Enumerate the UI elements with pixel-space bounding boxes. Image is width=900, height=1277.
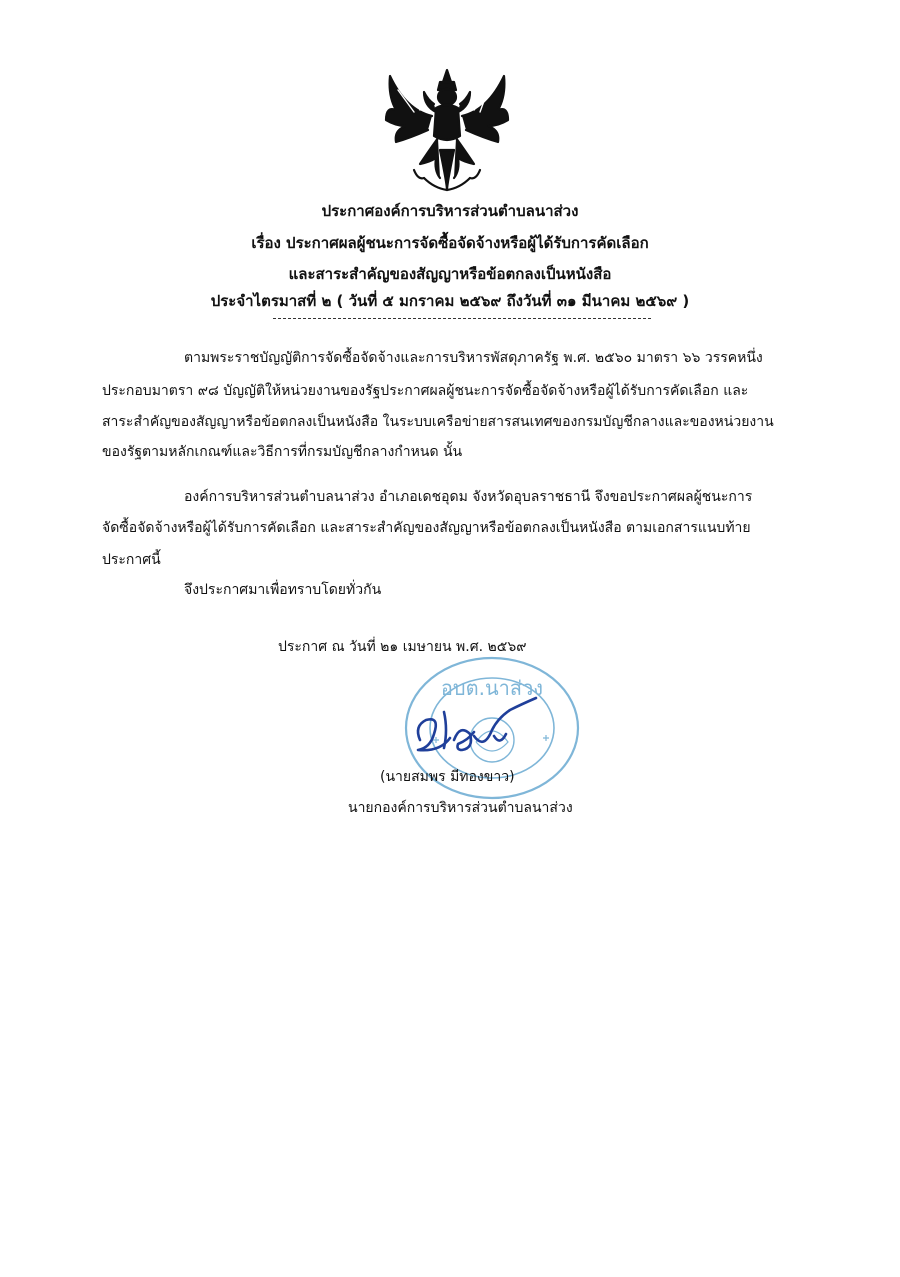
subject-line-continued: และสาระสำคัญของสัญญาหรือข้อตกลงเป็นหนังสือ [288,265,612,283]
paragraph-1-line-3: สาระสำคัญของสัญญาหรือข้อตกลงเป็นหนังสือ ในระบบเครือข่ายสารสนเทศของกรมบัญชีกลางและของหน่วยงาน [102,414,774,430]
heading-divider [273,318,651,319]
announcement-title: ประกาศองค์การบริหารส่วนตำบลนาส่วง [321,202,579,220]
paragraph-1-line-4: ของรัฐตามหลักเกณฑ์และวิธีการที่กรมบัญชีกลางกำหนด นั้น [102,444,463,460]
signatory-position: นายกองค์การบริหารส่วนตำบลนาส่วง [348,800,573,816]
quarter-period-line: ประจำไตรมาสที่ ๒ ( วันที่ ๕ มกราคม ๒๕๖๙ ถึงวันที่ ๓๑ มีนาคม ๒๕๖๙ ) [210,292,690,310]
paragraph-1-line-2: ประกอบมาตรา ๙๘ บัญญัติให้หน่วยงานของรัฐประกาศผลผู้ชนะการจัดซื้อจัดจ้างหรือผู้ได้รับการคัดเลือก และ [102,383,749,399]
garuda-emblem-icon [384,66,510,194]
handwritten-signature [410,690,540,765]
signatory-name: (นายสมพร มีทองขาว) [380,769,515,785]
paragraph-2-line-3: ประกาศนี้ [102,552,161,568]
paragraph-1-line-1: ตามพระราชบัญญัติการจัดซื้อจัดจ้างและการบริหารพัสดุภาครัฐ พ.ศ. ๒๕๖๐ มาตรา ๖๖ วรรคหนึ่ง [184,350,763,366]
announcement-date: ประกาศ ณ วันที่ ๒๑ เมษายน พ.ศ. ๒๕๖๙ [278,639,527,655]
paragraph-2-line-1: องค์การบริหารส่วนตำบลนาส่วง อำเภอเดชอุดม จังหวัดอุบลราชธานี จึงขอประกาศผลผู้ชนะการ [184,489,753,505]
paragraph-2-line-2: จัดซื้อจัดจ้างหรือผู้ได้รับการคัดเลือก และสาระสำคัญของสัญญาหรือข้อตกลงเป็นหนังสือ ตามเอกสารแนบท้าย [102,520,751,536]
closing-statement: จึงประกาศมาเพื่อทราบโดยทั่วกัน [184,582,382,598]
seal-label: อบต.นาส่วง [440,676,544,700]
subject-line: เรื่อง ประกาศผลผู้ชนะการจัดซื้อจัดจ้างหรือผู้ได้รับการคัดเลือก [251,234,649,252]
